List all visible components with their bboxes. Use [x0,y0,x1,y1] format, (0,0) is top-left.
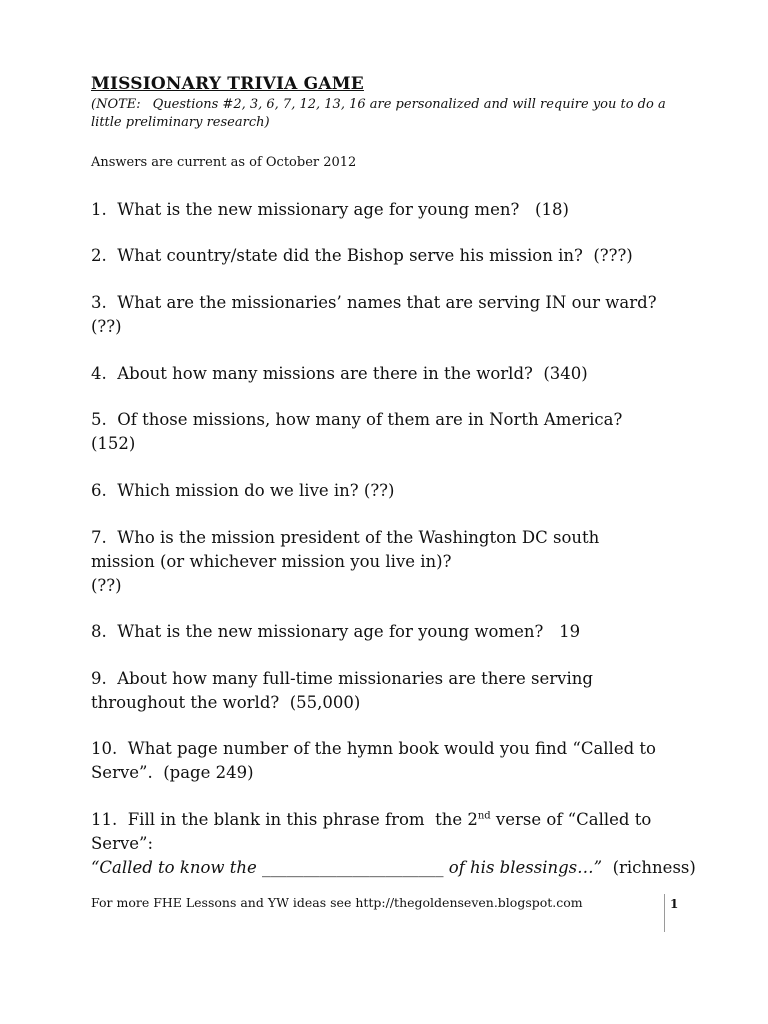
hymn-quote: “Called to know the ______________________ of his blessings…” [91,858,603,877]
question-9 [91,667,691,715]
answers-date-line: Answers are current as of October 2012 [91,155,357,170]
page-title: MISSIONARY TRIVIA GAME [91,74,364,94]
question-quote-line [91,856,696,880]
question-4 [91,362,691,386]
question-line: 6. Which mission do we live in? (??) [91,481,395,500]
question-line: 2. What country/state did the Bishop serve his mission in? (???) [91,246,633,265]
note-label: (NOTE: [91,97,141,112]
question-line: 9. About how many full-time missionaries are there serving [91,669,593,688]
question-text: verse of “Called to [490,810,652,829]
question-line: 4. About how many missions are there in the world? (340) [91,364,588,383]
question-line: 5. Of those missions, how many of them are in North America? [91,410,623,429]
question-answer-line: (??) [91,317,122,336]
note-text: Questions #2, 3, 6, 7, 12, 13, 16 are personalized and will require you to do a little preliminary research) [91,97,666,130]
ordinal-suffix: nd [477,810,491,822]
question-answer-line: (??) [91,576,122,595]
footer-divider [664,894,665,932]
question-3 [91,291,691,339]
question-5 [91,408,691,456]
question-line: mission (or whichever mission you live in)? [91,552,452,571]
question-answer: (richness) [602,858,696,877]
question-7 [91,526,691,598]
question-10 [91,737,691,785]
question-line [91,808,691,832]
research-note [91,96,691,132]
question-line: 10. What page number of the hymn book would you find “Called to [91,739,656,758]
question-11 [91,808,696,880]
question-1 [91,198,691,222]
question-line: throughout the world? (55,000) [91,693,361,712]
question-2 [91,244,691,268]
question-6 [91,479,691,503]
question-line: 7. Who is the mission president of the Washington DC south [91,528,600,547]
question-line: Serve”: [91,834,154,853]
question-line: 1. What is the new missionary age for young men? (18) [91,200,569,219]
question-line: 8. What is the new missionary age for young women? 19 [91,622,581,641]
question-line: Serve”. (page 249) [91,763,254,782]
question-text: 11. Fill in the blank in this phrase from the 2 [91,810,478,829]
question-line: 3. What are the missionaries’ names that are serving IN our ward? [91,293,657,312]
page-number: 1 [670,897,679,911]
footer-text: For more FHE Lessons and YW ideas see http://thegoldenseven.blogspot.com [91,895,583,910]
question-answer-line: (152) [91,434,136,453]
question-8 [91,620,691,644]
